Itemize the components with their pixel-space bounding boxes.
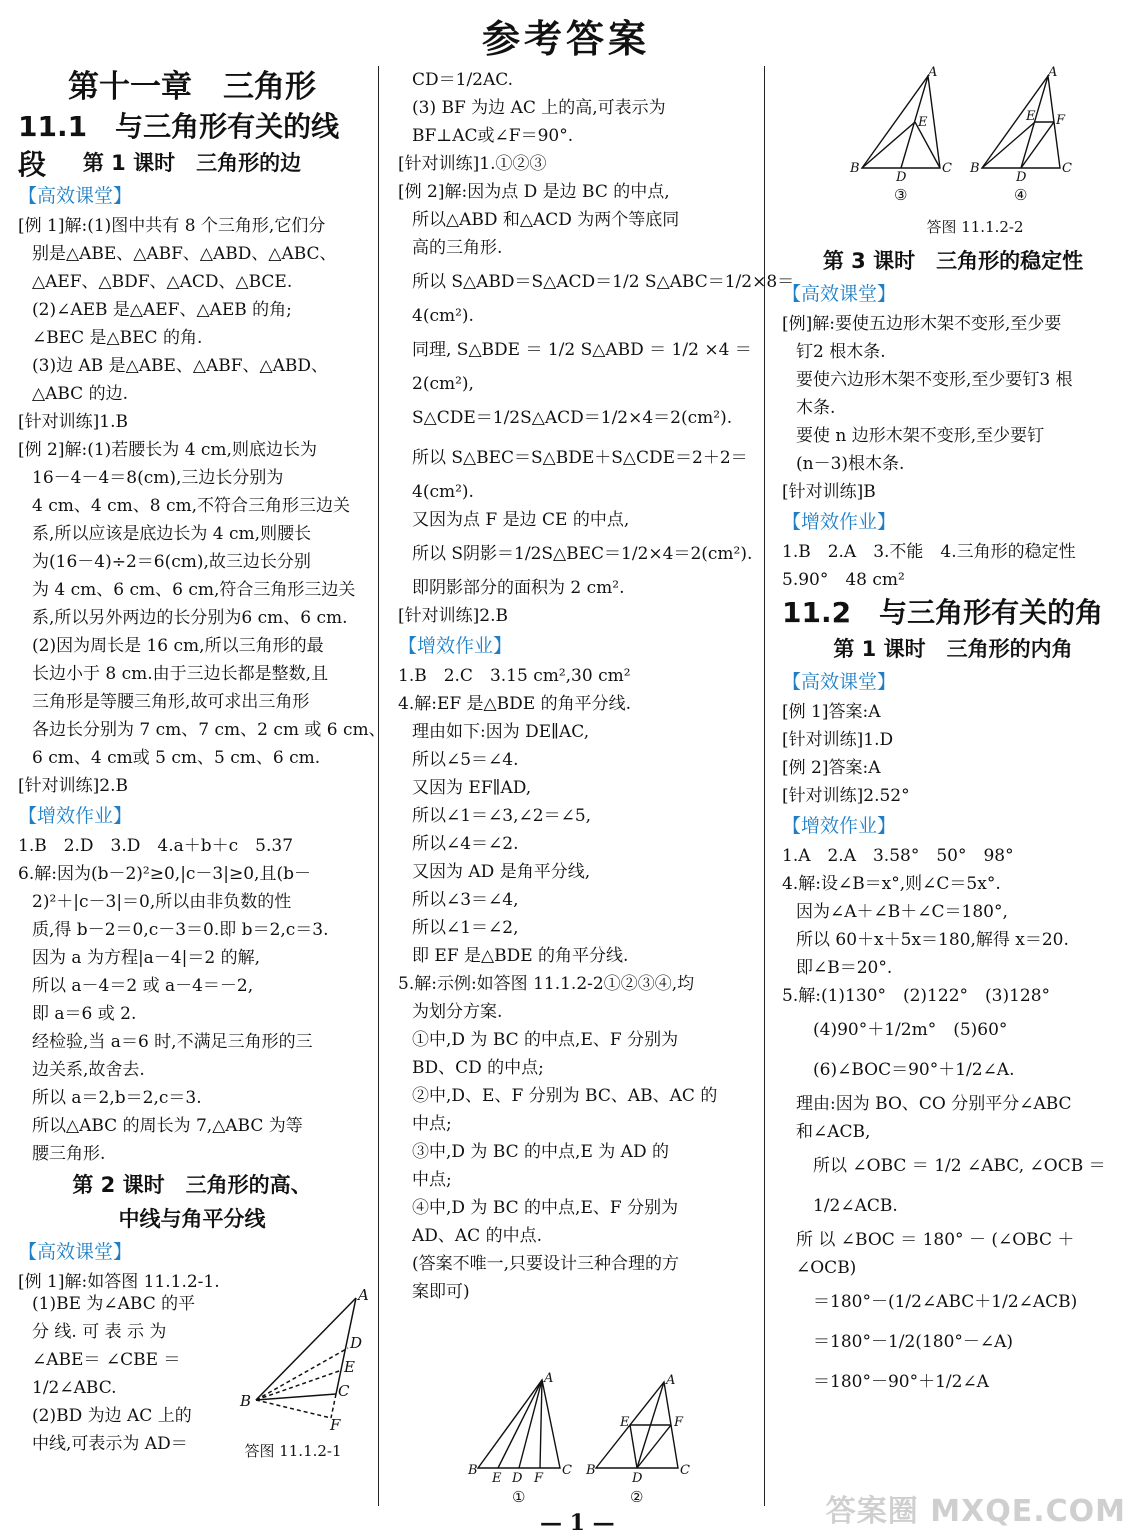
section-tag: 【高效课堂】: [782, 283, 897, 305]
text-line: 6 cm、4 cm或 5 cm、5 cm、6 cm.: [32, 748, 321, 768]
text-line: 木条.: [796, 398, 836, 418]
text-line: ②中,D、E、F 分别为 BC、AB、AC 的: [412, 1086, 718, 1106]
text-line: 2)²＋|c－3|＝0,所以由非负数的性: [32, 892, 292, 912]
text-line: 为 4 cm、6 cm、6 cm,符合三角形三边关: [32, 580, 356, 600]
text-line: 所以∠4＝∠2.: [412, 834, 519, 854]
section-tag: 【高效课堂】: [18, 1241, 133, 1263]
svg-text:B: B: [850, 161, 860, 176]
figure-11-1-2-2-a: [464, 1370, 724, 1510]
text-line: [例 2]解:(1)若腰长为 4 cm,则底边长为: [18, 440, 317, 460]
text-line: 所以△ABD 和△ACD 为两个等底同: [412, 210, 680, 230]
page-number: — 1 —: [540, 1510, 615, 1536]
label-E: E: [344, 1358, 355, 1376]
text-line: BD、CD 的中点;: [412, 1058, 544, 1078]
column-2: [398, 66, 795, 1306]
text-line: 中点;: [412, 1114, 452, 1134]
section-tag: 【增效作业】: [398, 635, 513, 657]
section-tag: 【高效课堂】: [18, 185, 133, 207]
text-line: 1/2∠ACB.: [796, 1196, 898, 1216]
triangle-diagrams-3-4: [840, 65, 1100, 208]
text-line: 所以 S△BEC＝S△BDE＋S△CDE＝2＋2＝: [412, 448, 748, 468]
label-F: F: [330, 1416, 341, 1434]
text-line: (6)∠BOC＝90°＋1/2∠A.: [796, 1060, 1015, 1080]
svg-text:C: C: [942, 161, 952, 176]
svg-text:B: B: [586, 1463, 596, 1478]
text-line: (2)因为周长是 16 cm,所以三角形的最: [32, 636, 324, 656]
text-line: 又因为 EF∥AD,: [412, 778, 532, 798]
svg-text:B: B: [970, 161, 980, 176]
text-line: 即 a＝6 或 2.: [32, 1004, 137, 1024]
text-line: 即阴影部分的面积为 2 cm².: [412, 578, 625, 598]
text-line: 所以∠5＝∠4.: [412, 750, 519, 770]
text-line: 所以∠1＝∠3,∠2＝∠5,: [412, 806, 592, 826]
text-line: 质,得 b－2＝0,c－3＝0.即 b＝2,c＝3.: [32, 920, 329, 940]
text-line: 所以 ∠OBC ＝ 1/2 ∠ABC, ∠OCB ＝: [796, 1156, 1106, 1176]
section-tag: 【增效作业】: [782, 511, 897, 533]
text-line: [针对训练]1.B: [18, 412, 128, 432]
lesson-heading: 中线与角平分线: [118, 1207, 266, 1231]
text-line: ＝180°－1/2(180°－∠A): [796, 1332, 1014, 1352]
text-line: 所以 a＝2,b＝2,c＝3.: [32, 1088, 202, 1108]
text-line: (1)BE 为∠ABC 的平: [32, 1294, 196, 1314]
text-line: 所以 S△ABD＝S△ACD＝1/2 S△ABC＝1/2×8＝: [412, 272, 795, 292]
text-line: 所以 60＋x＋5x＝180,解得 x＝20.: [796, 930, 1069, 950]
figure-caption: 答图 11.1.2-1: [244, 1442, 342, 1460]
text-line: BF⊥AC或∠F＝90°.: [412, 126, 574, 146]
text-line: 又因为点 F 是边 CE 的中点,: [412, 510, 630, 530]
text-line: 4 cm、4 cm、8 cm,不符合三角形三边关: [32, 496, 350, 516]
text-line: △ABC 的边.: [32, 384, 128, 404]
svg-text:C: C: [1062, 161, 1072, 176]
text-line: 中线,可表示为 AD＝: [32, 1434, 188, 1454]
figure-11-1-2-1: [18, 1286, 369, 1470]
section-heading: 11.2 与三角形有关的角: [782, 596, 1104, 629]
text-line: 同理, S△BDE ＝ 1/2 S△ABD ＝ 1/2 ×4 ＝: [412, 340, 752, 360]
svg-text:C: C: [680, 1463, 690, 1478]
triangle-diagrams-1-2: [464, 1370, 724, 1510]
text-line: ∠ABE＝ ∠CBE ＝: [32, 1350, 181, 1370]
text-line: 即 EF 是△BDE 的角平分线.: [412, 946, 629, 966]
svg-text:B: B: [468, 1463, 478, 1478]
text-line: 5.解:示例:如答图 11.1.2-2①②③④,均: [398, 974, 695, 994]
figure-11-1-2-2-b: [840, 65, 1100, 238]
text-line: (答案不唯一,只要设计三种合理的方: [412, 1254, 680, 1274]
text-line: ①中,D 为 BC 的中点,E、F 分别为: [412, 1030, 679, 1050]
text-line: 各边长分别为 7 cm、7 cm、2 cm 或 6 cm、: [32, 720, 386, 740]
text-line: 所以 a－4＝2 或 a－4＝－2,: [32, 976, 254, 996]
text-line: 高的三角形.: [412, 238, 503, 258]
text-line: 所以∠1＝∠2,: [412, 918, 519, 938]
text-line: [针对训练]1.D: [782, 730, 894, 750]
text-line: (3)边 AB 是△ABE、△ABF、△ABD、: [32, 356, 329, 376]
mark-4: ④: [1014, 186, 1028, 204]
text-line: 为划分方案.: [412, 1002, 503, 1022]
svg-text:D: D: [512, 1471, 523, 1486]
text-line: 即∠B＝20°.: [796, 958, 893, 978]
text-line: [针对训练]2.B: [398, 606, 508, 626]
text-line: 要使六边形木架不变形,至少要钉3 根: [796, 370, 1073, 390]
text-line: 理由如下:因为 DE∥AC,: [412, 722, 590, 742]
label-C: C: [338, 1382, 350, 1400]
text-line: 1.B 2.D 3.D 4.a＋b＋c 5.37: [18, 836, 294, 856]
text-line: [针对训练]B: [782, 482, 876, 502]
text-line: 经检验,当 a＝6 时,不满足三角形的三: [32, 1032, 313, 1052]
text-line: (2)BD 为边 AC 上的: [32, 1406, 192, 1426]
text-line: 理由:因为 BO、CO 分别平分∠ABC: [796, 1094, 1072, 1114]
section-tag: 【增效作业】: [782, 815, 897, 837]
label-B: B: [240, 1392, 252, 1410]
text-line: 系,所以另外两边的长分别为6 cm、6 cm.: [32, 608, 348, 628]
lesson-heading: 第 3 课时 三角形的稳定性: [822, 249, 1084, 273]
svg-text:F: F: [1056, 113, 1066, 128]
text-line: ＝180°－90°＋1/2∠A: [796, 1372, 989, 1392]
text-line: 别是△ABE、△ABF、△ABD、△ABC、: [32, 244, 337, 264]
svg-text:E: E: [620, 1415, 630, 1430]
text-line: 所以∠3＝∠4,: [412, 890, 519, 910]
text-line: 因为 a 为方程|a－4|＝2 的解,: [32, 948, 260, 968]
watermark: 答案圈 MXQE.COM: [825, 1494, 1126, 1529]
text-line: 腰三角形.: [32, 1144, 106, 1164]
text-line: 16－4－4＝8(cm),三边长分别为: [32, 468, 284, 488]
svg-text:E: E: [492, 1471, 502, 1486]
text-line: 所以△ABC 的周长为 7,△ABC 为等: [32, 1116, 303, 1136]
triangle-diagram-1: [236, 1286, 369, 1438]
svg-text:A: A: [1048, 65, 1058, 80]
text-line: 分 线. 可 表 示 为: [32, 1322, 167, 1342]
text-line: 要使 n 边形木架不变形,至少要钉: [796, 426, 1045, 446]
mark-3: ③: [894, 186, 908, 204]
text-line: 4.解:设∠B＝x°,则∠C＝5x°.: [782, 874, 1001, 894]
svg-text:C: C: [562, 1463, 572, 1478]
text-line: ＝180°－(1/2∠ABC＋1/2∠ACB): [796, 1292, 1078, 1312]
text-line: 1.A 2.A 3.58° 50° 98°: [782, 846, 1014, 866]
section-heading: 11.1 与三角形有关的线段: [18, 110, 340, 181]
svg-text:F: F: [534, 1471, 544, 1486]
text-line: 所以 S阴影＝1/2S△BEC＝1/2×4＝2(cm²).: [412, 544, 753, 564]
text-line: 2(cm²),: [412, 374, 474, 394]
lesson-heading: 第 2 课时 三角形的高、: [72, 1173, 312, 1197]
text-line: AD、AC 的中点.: [412, 1226, 542, 1246]
text-line: 4.解:EF 是△BDE 的角平分线.: [398, 694, 631, 714]
fig1-text: [32, 1290, 242, 1458]
text-line: 三角形是等腰三角形,故可求出三角形: [32, 692, 310, 712]
svg-text:A: A: [544, 1371, 554, 1386]
text-line: [例]解:要使五边形木架不变形,至少要: [782, 314, 1062, 334]
text-line: (3) BF 为边 AC 上的高,可表示为: [412, 98, 666, 118]
text-line: ∠OCB): [796, 1258, 857, 1278]
page-title: 参考答案: [481, 17, 650, 61]
text-line: 1/2∠ABC.: [32, 1378, 117, 1398]
text-line: 和∠ACB,: [796, 1122, 871, 1142]
text-line: 又因为 AD 是角平分线,: [412, 862, 591, 882]
text-line: 5.90° 48 cm²: [782, 570, 905, 590]
text-line: [针对训练]1.①②③: [398, 154, 547, 174]
text-line: ④中,D 为 BC 的中点,E、F 分别为: [412, 1198, 679, 1218]
svg-text:D: D: [896, 170, 907, 185]
svg-text:D: D: [632, 1471, 643, 1486]
text-line: [例 1]答案:A: [782, 702, 881, 722]
text-line: [例 1]解:(1)图中共有 8 个三角形,它们分: [18, 216, 326, 236]
text-line: 6.解:因为(b－2)²≥0,|c－3|≥0,且(b－: [18, 864, 311, 884]
text-line: [例 1]解:如答图 11.1.2-1.: [18, 1272, 220, 1292]
text-line: △AEF、△BDF、△ACD、△BCE.: [32, 272, 293, 292]
lesson-heading: 第 1 课时 三角形的边: [82, 151, 302, 175]
svg-text:E: E: [1026, 109, 1036, 124]
text-line: S△CDE＝1/2S△ACD＝1/2×4＝2(cm²).: [412, 408, 733, 428]
text-line: 长边小于 8 cm.由于三边长都是整数,且: [32, 664, 329, 684]
text-line: (4)90°＋1/2m° (5)60°: [796, 1020, 1008, 1040]
label-D: D: [350, 1334, 363, 1352]
text-line: 案即可): [412, 1282, 470, 1302]
mark-2: ②: [630, 1488, 644, 1506]
text-line: 系,所以应该是底边长为 4 cm,则腰长: [32, 524, 312, 544]
section-tag: 【增效作业】: [18, 805, 133, 827]
label-A: A: [358, 1286, 369, 1304]
text-line: 4(cm²).: [412, 482, 474, 502]
text-line: 1.B 2.C 3.15 cm²,30 cm²: [398, 666, 631, 686]
chapter-heading: 第十一章 三角形: [68, 69, 316, 105]
text-line: 1.B 2.A 3.不能 4.三角形的稳定性: [782, 542, 1076, 562]
svg-text:A: A: [928, 65, 938, 80]
svg-text:D: D: [1016, 170, 1027, 185]
lesson-heading: 第 1 课时 三角形的内角: [833, 637, 1073, 661]
text-line: (n－3)根木条.: [796, 454, 905, 474]
text-line: CD＝1/2AC.: [412, 70, 514, 90]
text-line: 因为∠A＋∠B＋∠C＝180°,: [796, 902, 1008, 922]
column-divider: [378, 66, 379, 1506]
text-line: 4(cm²).: [412, 306, 474, 326]
text-line: 中点;: [412, 1170, 452, 1190]
figure-caption: 答图 11.1.2-2: [926, 218, 1024, 236]
svg-text:F: F: [674, 1415, 684, 1430]
text-line: 钉2 根木条.: [796, 342, 886, 362]
mark-1: ①: [512, 1488, 526, 1506]
text-line: 为(16－4)÷2＝6(cm),故三边长分别: [32, 552, 311, 572]
column-1: [18, 66, 386, 1296]
text-line: (2)∠AEB 是△AEF、△AEB 的角;: [32, 300, 292, 320]
text-line: 边关系,故舍去.: [32, 1060, 145, 1080]
section-tag: 【高效课堂】: [782, 671, 897, 693]
text-line: 所 以 ∠BOC ＝ 180° － (∠OBC ＋: [796, 1230, 1075, 1250]
svg-text:A: A: [666, 1373, 676, 1388]
text-line: ∠BEC 是△BEC 的角.: [32, 328, 203, 348]
text-line: [例 2]答案:A: [782, 758, 881, 778]
text-line: 5.解:(1)130° (2)122° (3)128°: [782, 986, 1051, 1006]
column-3: [782, 244, 1124, 1402]
text-line: ③中,D 为 BC 的中点,E 为 AD 的: [412, 1142, 669, 1162]
text-line: [针对训练]2.52°: [782, 786, 910, 806]
text-line: [针对训练]2.B: [18, 776, 128, 796]
text-line: [例 2]解:因为点 D 是边 BC 的中点,: [398, 182, 670, 202]
svg-text:E: E: [918, 115, 928, 130]
